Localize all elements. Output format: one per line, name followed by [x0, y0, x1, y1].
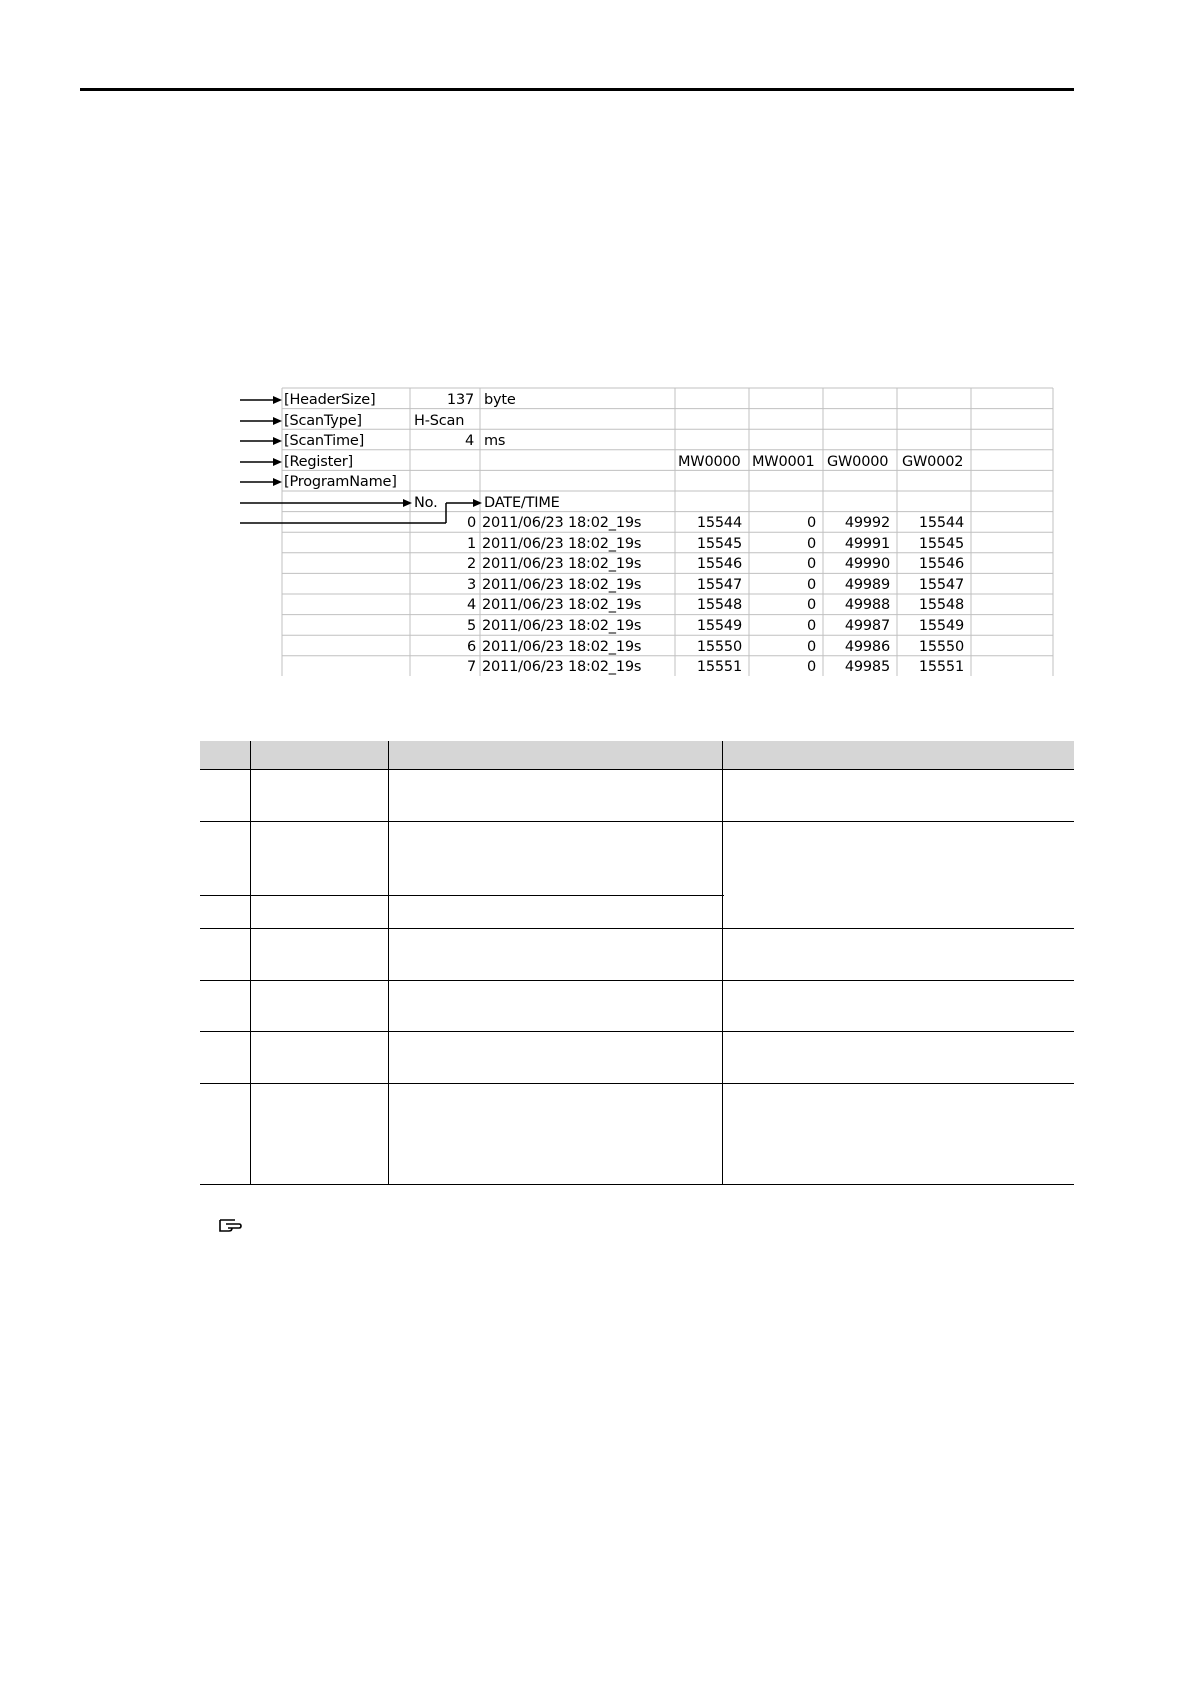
register-name: GW0000 [827, 454, 889, 470]
row-number: 6 [466, 638, 476, 655]
register-value: 15545 [918, 535, 964, 552]
register-value: 49985 [844, 659, 890, 676]
scan-type-value: H-Scan [414, 413, 465, 429]
header-label-programname: [ProgramName] [284, 474, 397, 490]
register-value: 15551 [696, 659, 742, 676]
scan-time-unit: ms [484, 433, 506, 449]
arrow-head-icon [403, 499, 412, 507]
register-value: 0 [806, 576, 816, 593]
register-value: 0 [806, 638, 816, 655]
row-datetime: 2011/06/23 18:02_19s [482, 618, 642, 634]
arrow-head-icon [273, 458, 282, 466]
table-bottom-rule [200, 1184, 1074, 1185]
datetime-column-label: DATE/TIME [484, 495, 560, 511]
row-number: 4 [466, 597, 476, 614]
table-row-divider [200, 821, 1074, 822]
register-value: 49992 [844, 515, 890, 531]
register-value: 15546 [918, 556, 964, 573]
register-value: 0 [806, 515, 816, 531]
register-value: 15547 [696, 576, 742, 593]
register-value: 0 [806, 535, 816, 552]
row-number: 1 [466, 535, 476, 552]
register-value: 15544 [696, 515, 742, 531]
register-value: 49986 [844, 638, 890, 655]
header-label-register: [Register] [284, 454, 354, 470]
description-table [200, 741, 1074, 1185]
row-datetime: 2011/06/23 18:02_19s [482, 535, 642, 552]
register-name: MW0001 [752, 454, 815, 470]
row-number: 7 [466, 659, 476, 676]
register-value: 15548 [696, 597, 742, 614]
register-value: 15548 [918, 597, 964, 614]
header-size-unit: byte [484, 392, 516, 408]
register-value: 0 [806, 659, 816, 676]
register-value: 0 [806, 618, 816, 634]
table-row-divider [200, 980, 1074, 981]
row-datetime: 2011/06/23 18:02_19s [482, 556, 642, 573]
register-name: MW0000 [678, 454, 741, 470]
register-value: 15545 [696, 535, 742, 552]
row-number: 3 [466, 576, 476, 593]
table-row-divider [200, 1031, 1074, 1032]
arrow-head-icon [273, 437, 282, 445]
register-value: 0 [806, 556, 816, 573]
row-datetime: 2011/06/23 18:02_19s [482, 638, 642, 655]
header-label-headersize: [HeaderSize] [284, 392, 376, 408]
pointing-hand-icon [218, 1216, 242, 1234]
row-number: 5 [466, 618, 476, 634]
row-number: 0 [466, 515, 476, 531]
register-value: 15550 [918, 638, 964, 655]
register-value: 49991 [844, 535, 890, 552]
register-value: 15550 [696, 638, 742, 655]
register-value: 0 [806, 597, 816, 614]
row-datetime: 2011/06/23 18:02_19s [482, 597, 642, 614]
table-column-divider [250, 741, 251, 1185]
scan-time-value: 4 [464, 433, 474, 449]
register-value: 49990 [844, 556, 890, 573]
table-row-divider [200, 1083, 1074, 1084]
arrow-head-icon [273, 478, 282, 486]
table-column-divider [722, 741, 723, 1185]
row-datetime: 2011/06/23 18:02_19s [482, 515, 642, 531]
row-datetime: 2011/06/23 18:02_19s [482, 659, 642, 676]
register-value: 15547 [918, 576, 964, 593]
table-row-divider [200, 928, 1074, 929]
top-rule [80, 88, 1074, 91]
register-name: GW0002 [902, 454, 964, 470]
table-row-divider [200, 769, 1074, 770]
row-number: 2 [466, 556, 476, 573]
register-value: 49987 [844, 618, 890, 634]
row-datetime: 2011/06/23 18:02_19s [482, 576, 642, 593]
register-value: 49989 [844, 576, 890, 593]
register-value: 15544 [918, 515, 964, 531]
register-value: 15549 [918, 618, 964, 634]
register-value: 49988 [844, 597, 890, 614]
table-column-divider [388, 741, 389, 1185]
arrow-head-icon [273, 396, 282, 404]
no-column-label: No. [414, 495, 438, 511]
register-value: 15549 [696, 618, 742, 634]
register-value: 15546 [696, 556, 742, 573]
description-table-header [200, 741, 1074, 769]
spreadsheet-capture [238, 386, 1058, 678]
register-value: 15551 [918, 659, 964, 676]
header-label-scantype: [ScanType] [284, 413, 362, 429]
header-size-value: 137 [446, 392, 474, 408]
arrow-head-icon [473, 499, 482, 507]
header-label-scantime: [ScanTime] [284, 433, 365, 449]
table-row-divider [200, 895, 724, 896]
arrow-head-icon [273, 417, 282, 425]
